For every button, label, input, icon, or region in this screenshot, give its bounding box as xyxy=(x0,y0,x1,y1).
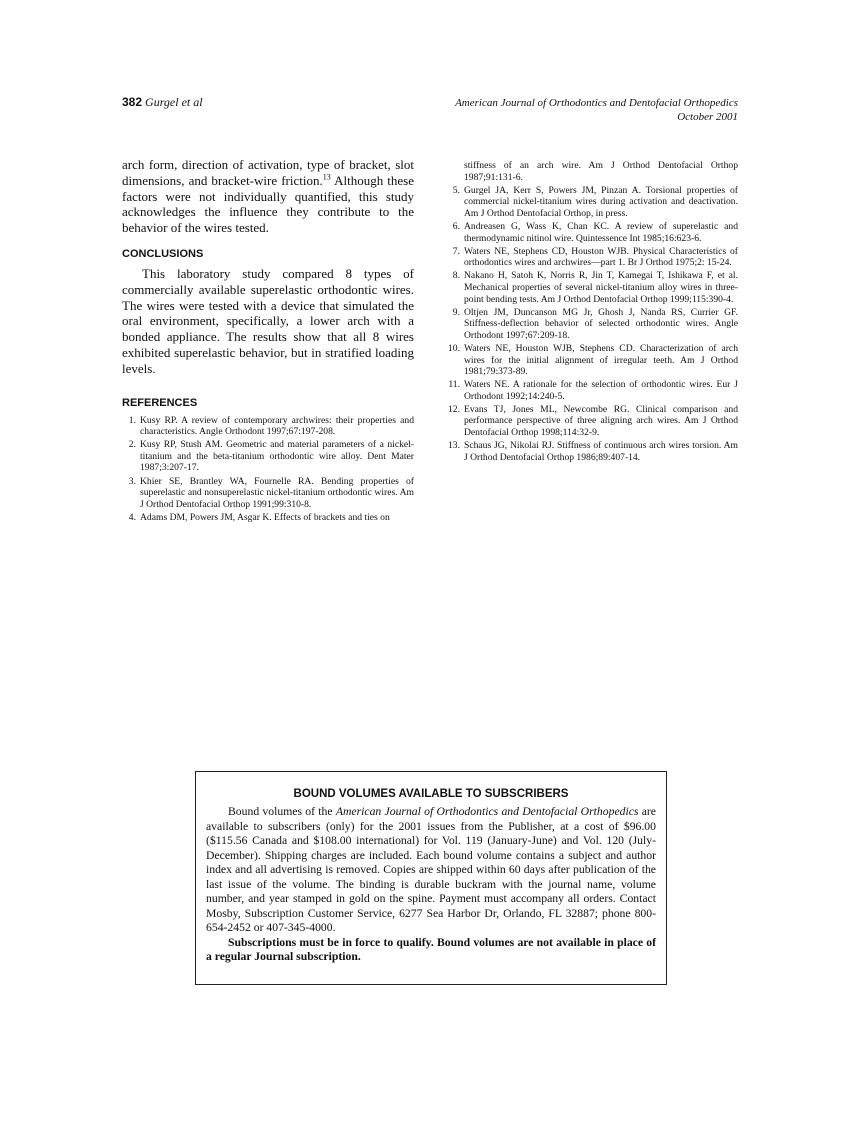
reference-item xyxy=(122,512,414,524)
left-column xyxy=(122,157,414,525)
text: are available to subscribers (only) for the 2001 issues from the Publisher, at a cost of $96.00 ($115.56 Canada and $108.00 international) for Vol. 119 (January-June) and Vol. 120 (July-December). Shipping charges are included. Each bound volume contains a subject and author index and all advertising is removed. Copies are shipped within 60 days after publication of the last issue of the volume. The binding is durable buckram with the journal name, volume number, and year stamped in gold on the spine. Payment must accompany all orders. Contact Mosby, Subscription Customer Service, 6277 Sea Harbor Dr, Orlando, FL 32887; phone 800-654-2452 or 407-345-4000. xyxy=(206,805,656,934)
conclusions-heading: CONCLUSIONS xyxy=(122,247,204,260)
reference-text: Waters NE, Stephens CD, Houston WJB. Physical Characteristics of orthodontics wires and archwires—part 1. Br J Orthod 1975;2: 15-24. xyxy=(464,245,738,269)
reference-number: 2. xyxy=(128,439,136,451)
reference-number: 3. xyxy=(128,475,136,487)
references-heading: REFERENCES xyxy=(122,396,198,409)
reference-number: 11. xyxy=(448,379,460,391)
reference-item xyxy=(446,221,738,244)
reference-text: stiffness of an arch wire. Am J Orthod Dentofacial Orthop 1987;91:131-6. xyxy=(464,160,738,183)
reference-text: Nakano H, Satoh K, Norris R, Jin T, Kamegai T, Ishikawa F, et al. Mechanical properties of several nickel-titanium alloy wires in three-point bending tests. Am J Orthod Dentofacial Orthop 1999;115:390-4. xyxy=(464,270,738,305)
reference-number: 13. xyxy=(448,440,460,452)
notice-bold-note: Subscriptions must be in force to qualify. Bound volumes are not available in place of a regular Journal subscription. xyxy=(206,935,656,963)
running-header-left xyxy=(122,95,203,110)
reference-item xyxy=(446,343,738,378)
reference-item xyxy=(446,185,738,220)
reference-item xyxy=(446,246,738,269)
reference-text: Waters NE, Houston WJB, Stephens CD. Characterization of arch wires for the initial alignment of irregular teeth. Am J Orthod 1981;79:373-89. xyxy=(464,342,738,378)
reference-number: 5. xyxy=(452,184,460,196)
bound-volumes-notice xyxy=(195,771,667,985)
discussion-paragraph xyxy=(122,157,414,236)
notice-title: BOUND VOLUMES AVAILABLE TO SUBSCRIBERS xyxy=(293,788,569,800)
reference-item xyxy=(122,415,414,438)
notice-body xyxy=(206,805,656,936)
issue-date: October 2001 xyxy=(677,111,738,123)
reference-item xyxy=(446,440,738,463)
reference-text: Gurgel JA, Kerr S, Powers JM, Pinzan A. Torsional properties of commercial nickel-titanium wires during activation and deactivation. Am J Orthod Dentofacial Orthop, in press. xyxy=(464,184,738,219)
reference-number: 12. xyxy=(448,403,460,415)
text: arch form, direction of activation, type of bracket, slot dimensions, and bracket-wire friction. xyxy=(122,157,414,188)
right-column xyxy=(446,160,738,465)
running-header-right xyxy=(455,96,738,124)
reference-number: 8. xyxy=(452,270,460,282)
page-number: 382 xyxy=(122,95,143,109)
reference-item xyxy=(446,404,738,439)
citation: 13 xyxy=(322,172,331,182)
journal-title: American Journal of Orthodontics and Dentofacial Orthopedics xyxy=(335,805,639,818)
reference-item xyxy=(122,439,414,474)
text: Although these factors were not individually quantified, this study acknowledges the influence they contribute to the behavior of the wires tested. xyxy=(122,172,415,236)
reference-text: Oltjen JM, Duncanson MG Jr, Ghosh J, Nanda RS, Currier GF. Stiffness-deflection behavior of selected orthodontic wires. Angle Orthodont 1997;67:209-18. xyxy=(464,306,738,341)
reference-number: 6. xyxy=(452,220,460,232)
reference-number: 1. xyxy=(128,414,136,426)
reference-text: Schaus JG, Nikolai RJ. Stiffness of continuous arch wires torsion. Am J Orthod Dentofacial Orthop 1986;89:407-14. xyxy=(464,440,738,463)
reference-text: Adams DM, Powers JM, Asgar K. Effects of brackets and ties on xyxy=(140,511,390,523)
reference-text: Khier SE, Brantley WA, Fournelle RA. Bending properties of superelastic and nonsuperelastic nickel-titanium orthodontic wires. Am J Orthod Dentofacial Orthop 1991;99:310-8. xyxy=(140,475,414,510)
reference-list-continued xyxy=(446,160,738,463)
journal-name: American Journal of Orthodontics and Dentofacial Orthopedics xyxy=(455,97,738,109)
conclusions-paragraph: This laboratory study compared 8 types of commercially available superelastic orthodontic wires. The wires were tested with a device that simulated the oral environment, specifically, a lower arch with a bonded appliance. The results show that all 8 wires exhibited superelastic behavior, but in stratified loading levels. xyxy=(122,265,414,376)
reference-number: 7. xyxy=(452,245,460,257)
reference-text: Evans TJ, Jones ML, Newcombe RG. Clinical comparison and performance perspective of three aligning arch wires. Am J Orthod Dentofacial Orthop 1998;114:32-9. xyxy=(464,403,738,439)
reference-item xyxy=(446,270,738,305)
reference-text: Andreasen G, Wass K, Chan KC. A review of superelastic and thermodynamic nitinol wire. Quintessence Int 1985;16:623-6. xyxy=(464,220,738,244)
reference-list xyxy=(122,415,414,524)
reference-item xyxy=(446,379,738,402)
reference-item xyxy=(446,307,738,342)
reference-number: 10. xyxy=(448,342,460,354)
reference-number: 4. xyxy=(128,511,136,523)
running-authors: Gurgel et al xyxy=(145,95,203,109)
reference-item xyxy=(122,476,414,511)
reference-text: Kusy RP. A review of contemporary archwires: their properties and characteristics. Angle Orthodont 1997;67:197-208. xyxy=(140,414,414,438)
reference-number: 9. xyxy=(452,306,460,318)
reference-item xyxy=(446,160,738,183)
reference-text: Waters NE. A rationale for the selection of orthodontic wires. Eur J Orthodont 1992;14:240-5. xyxy=(464,379,738,402)
reference-text: Kusy RP, Stush AM. Geometric and material parameters of a nickel-titanium and the beta-titanium orthodontic wire alloy. Dent Mater 1987;3:207-17. xyxy=(140,439,414,474)
text: Bound volumes of the xyxy=(228,805,336,818)
